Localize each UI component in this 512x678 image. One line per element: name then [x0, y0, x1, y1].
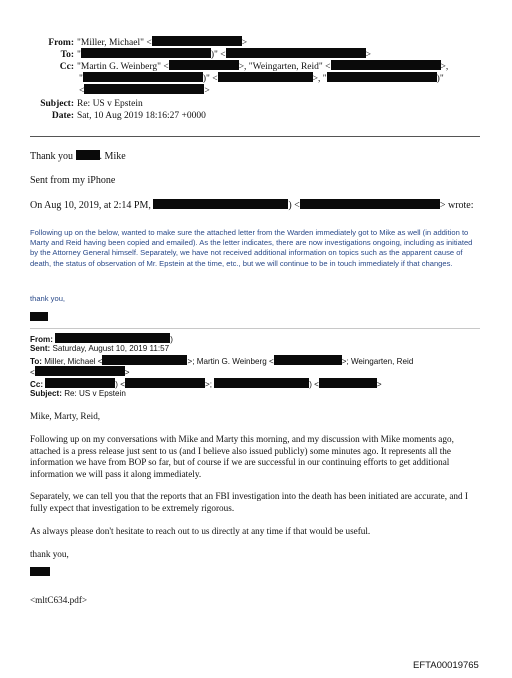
inner-para-3: As always please don't hesitate to reach out to us directly at any time if that would be useful.	[30, 526, 371, 536]
header-to-row: To: " )" < >	[30, 48, 371, 61]
inner-to-row-2: < >	[30, 368, 130, 377]
inner-signature-redaction	[30, 562, 50, 580]
redaction-bar	[81, 48, 211, 58]
blue-message-body: Following up on the below, wanted to make sure the attached letter from the Warden immediately got to Mike as well (in addition to Marty and Reid having been copied and emailed). As the letter indicates, there are now investigations ongoing, including as initiated by the Attorney General himself. Separately, we have not received additional information on topics such as the apparent cause of death, the status of observation of Mr. Epstein at the time, etc., but we will continue to be in touch immediately if that changes.	[30, 228, 473, 268]
redaction-bar	[35, 366, 125, 376]
redaction-bar	[300, 199, 440, 209]
header-cc-row-2: " )" < >, " )"	[79, 74, 444, 84]
date-value: Sat, 10 Aug 2019 18:16:27 +0000	[77, 111, 206, 121]
header-cc-row-3: < >	[79, 86, 210, 96]
header-from-row: From: "Miller, Michael" < >	[30, 36, 247, 49]
inner-subject-row: Subject: Re: US v Epstein	[30, 389, 126, 398]
bates-number: EFTA00019765	[413, 660, 479, 671]
redaction-bar	[214, 378, 309, 388]
redaction-bar	[169, 60, 239, 70]
subject-label: Subject:	[40, 99, 74, 109]
inner-from-row: From: )	[30, 335, 173, 344]
redaction-bar	[226, 48, 366, 58]
redaction-bar	[218, 72, 313, 82]
date-label: Date:	[51, 111, 74, 121]
reply-on-line: On Aug 10, 2019, at 2:14 PM, ) < > wrote:	[30, 200, 474, 211]
inner-to-row: To: Miller, Michael < >; Martin G. Weinberg < >; Weingarten, Reid	[30, 357, 414, 366]
reply-sent-from: Sent from my iPhone	[30, 175, 116, 186]
inner-para-1: Following up on my conversations with Mike and Marty this morning, and my discussion with Mike moments ago, attached is a press release just sent to us (and I believe also issued publicly) some minutes ago. It represents all the information we have from BOP so far, but of course if we are successful in our continuing efforts to get additional information we will pass it along immediately.	[30, 434, 454, 479]
inner-para-2: Separately, we can tell you that the reports that an FBI investigation into the death has been initiated are accurate, and I fully expect that investigation to be extremely rigorous.	[30, 491, 468, 513]
header-subject-row	[30, 98, 143, 110]
from-value: "Miller, Michael" <	[77, 38, 152, 48]
redaction-bar	[125, 378, 205, 388]
inner-divider	[30, 328, 480, 329]
header-divider	[30, 136, 480, 137]
header-cc-row: Cc: "Martin G. Weinberg" < >, "Weingarten, Reid" < >,	[30, 60, 448, 73]
header-date-row	[30, 110, 206, 122]
to-label: To:	[60, 50, 74, 60]
redaction-bar	[45, 378, 115, 388]
blue-signature-redaction	[30, 307, 48, 325]
redaction-bar	[84, 84, 204, 94]
inner-sent-row: Sent: Saturday, August 10, 2019 11:57	[30, 344, 170, 353]
cc-value-1: "Martin G. Weinberg" <	[77, 62, 169, 72]
attachment-name: <mltC634.pdf>	[30, 595, 88, 605]
subject-value: Re: US v Epstein	[77, 99, 143, 109]
reply-thank-you: Thank you . Mike	[30, 151, 126, 162]
blue-message-signoff: thank you,	[30, 294, 66, 303]
redaction-bar	[331, 60, 441, 70]
cc-label: Cc:	[59, 62, 74, 72]
redaction-bar	[76, 150, 100, 160]
redaction-bar	[152, 36, 242, 46]
from-label: From:	[48, 38, 74, 48]
inner-greeting: Mike, Marty, Reid,	[30, 411, 101, 421]
redaction-bar	[83, 72, 203, 82]
redaction-bar	[319, 378, 377, 388]
inner-cc-row: Cc: ) < >; ) < >	[30, 380, 382, 389]
redaction-bar	[55, 333, 170, 343]
redaction-bar	[327, 72, 437, 82]
redaction-bar	[153, 199, 288, 209]
cc-value-2: >, "Weingarten, Reid" <	[238, 62, 331, 72]
redaction-bar	[274, 355, 342, 365]
redaction-bar	[102, 355, 187, 365]
inner-signoff: thank you,	[30, 549, 69, 559]
